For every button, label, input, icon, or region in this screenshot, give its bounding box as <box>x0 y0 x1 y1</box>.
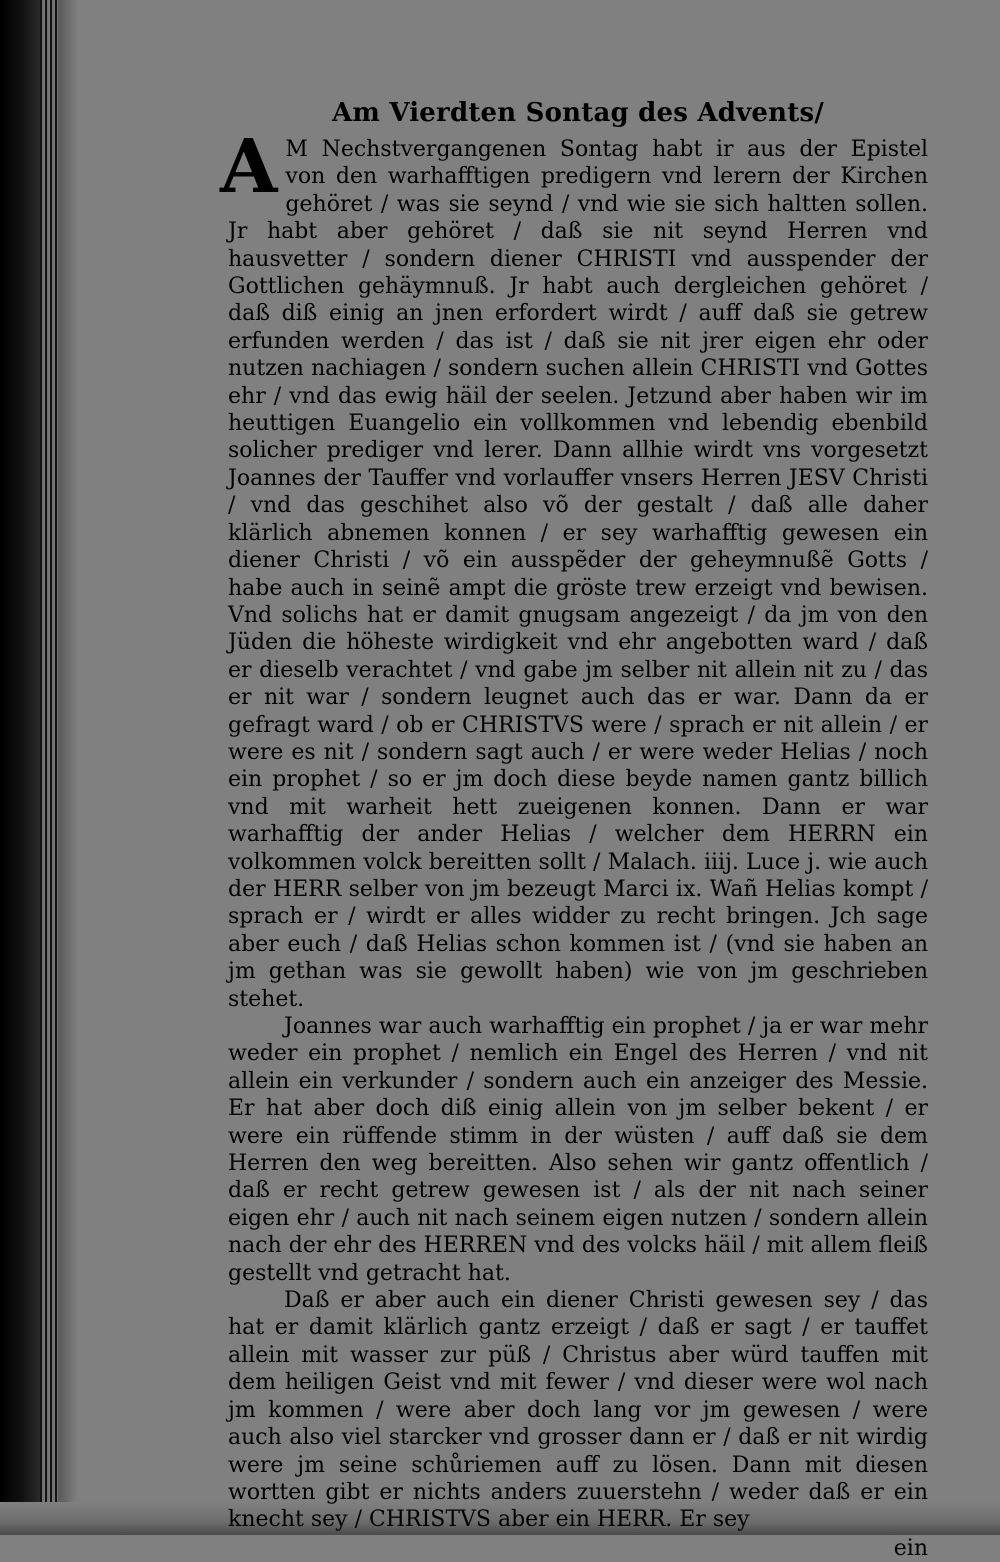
paragraph-1-text: M Nechstvergangenen Sontag habt ir aus der Epistel von den warhafftigen predigern vnd lerern der Kirchen gehöret / was sie seynd / vnd wie sie sich haltten sollen. Jr habt aber gehöret / daß sie nit seynd Herren vnd hausvetter / sondern diener CHRISTI vnd ausspender der Gottlichen gehäymnuß. Jr habt auch dergleichen gehöret / daß diß einig an jnen erfordert wirdt / auff daß sie getrew erfunden werden / das ist / daß sie nit jrer eigen ehr oder nutzen nachiagen / sondern suchen allein CHRISTI vnd Gottes ehr / vnd das ewig häil der seelen. Jetzund aber haben wir im heuttigen Euangelio ein vollkommen vnd lebendig ebenbild solicher prediger vnd lerer. Dann allhie wirdt vns vorgesetzt Joannes der Tauffer vnd vorlauffer vnsers Herren JESV Christi / vnd das geschihet also võ der gestalt / daß alle daher klärlich abnemen konnen / er sey warhafftig gewesen ein diener Christi / võ ein ausspẽder der geheymnußẽ Gotts / habe auch in seinẽ ampt die gröste trew erzeigt vnd bewisen. Vnd solichs hat er damit gnugsam angezeigt / da jm von den Jüden die höheste wirdigkeit vnd ehr angebotten ward / daß er dieselb verachtet / vnd gabe jm selber nit allein nit zu / das er nit war / sondern leugnet auch das er war. Dann da er gefragt ward / ob er CHRISTVS were / sprach er nit allein / er were es nit / sondern sagt auch / er were weder Helias / noch ein prophet / so er jm doch diese beyde namen gantz billich vnd mit warheit hett zueigenen konnen. Dann er war warhafftig der ander Helias / welcher dem HERRN ein volkommen volck bereitten sollt / Malach. iiij. Luce j. wie auch der HERR selber von jm bezeugt Marci ix. Wañ Helias kompt / sprach er / wirdt er alles widder zu recht bringen. Jch sage aber euch / daß Helias schon kommen ist / (vnd sie haben an jm gethan was sie gewollt haben) wie von jm geschrieben stehet. <box>228 137 928 1012</box>
drop-capital: A <box>220 124 278 210</box>
binding-gutter <box>0 0 40 1535</box>
body-text <box>220 124 928 1534</box>
paragraph-2: Joannes war auch warhafftig ein prophet / ja er war mehr weder ein prophet / nemlich ein Engel des Herren / vnd nit allein ein verkunder / sondern auch ein anzeiger des Messie. Er hat aber doch diß einig allein von jm selber bekent / er were ein rüffende stimm in der wüsten / auff daß sie dem Herren den weg bereitten. Also sehen wir gantz offentlich / daß er recht getrew gewesen ist / als der nit nach seiner eigen ehr / auch nit nach seinem eigen nutzen / sondern allein nach der ehr des HERREN vnd des volcks häil / mit allem fleiß gestellt vnd getracht hat. <box>228 1014 928 1286</box>
paragraph-3: Daß er aber auch ein diener Christi gewesen sey / das hat er damit klärlich gantz erzeigt / daß er sagt / er tauffet allein mit wasser zur püß / Christus aber würd tauffen mit dem heiligen Geist vnd mit fewer / vnd dieser were wol nach jm kommen / were aber doch lang vor jm gewesen / were auch also viel starcker vnd grosser dann er / daß er nit wirdig were jm seine schůriemen auff zu lösen. Dann mit diesen wortten gibt er nichts anders zuuerstehn / weder daß er ein knecht sey / CHRISTVS aber ein HERR. Er sey <box>228 1288 928 1533</box>
binding-edge <box>40 0 58 1535</box>
paragraph-1 <box>220 124 928 1013</box>
binding-shadow <box>58 0 78 1535</box>
catchword: ein <box>893 1535 928 1561</box>
page-text-block <box>220 96 928 1562</box>
running-head: Am Vierdten Sontag des Advents/ <box>331 98 825 128</box>
